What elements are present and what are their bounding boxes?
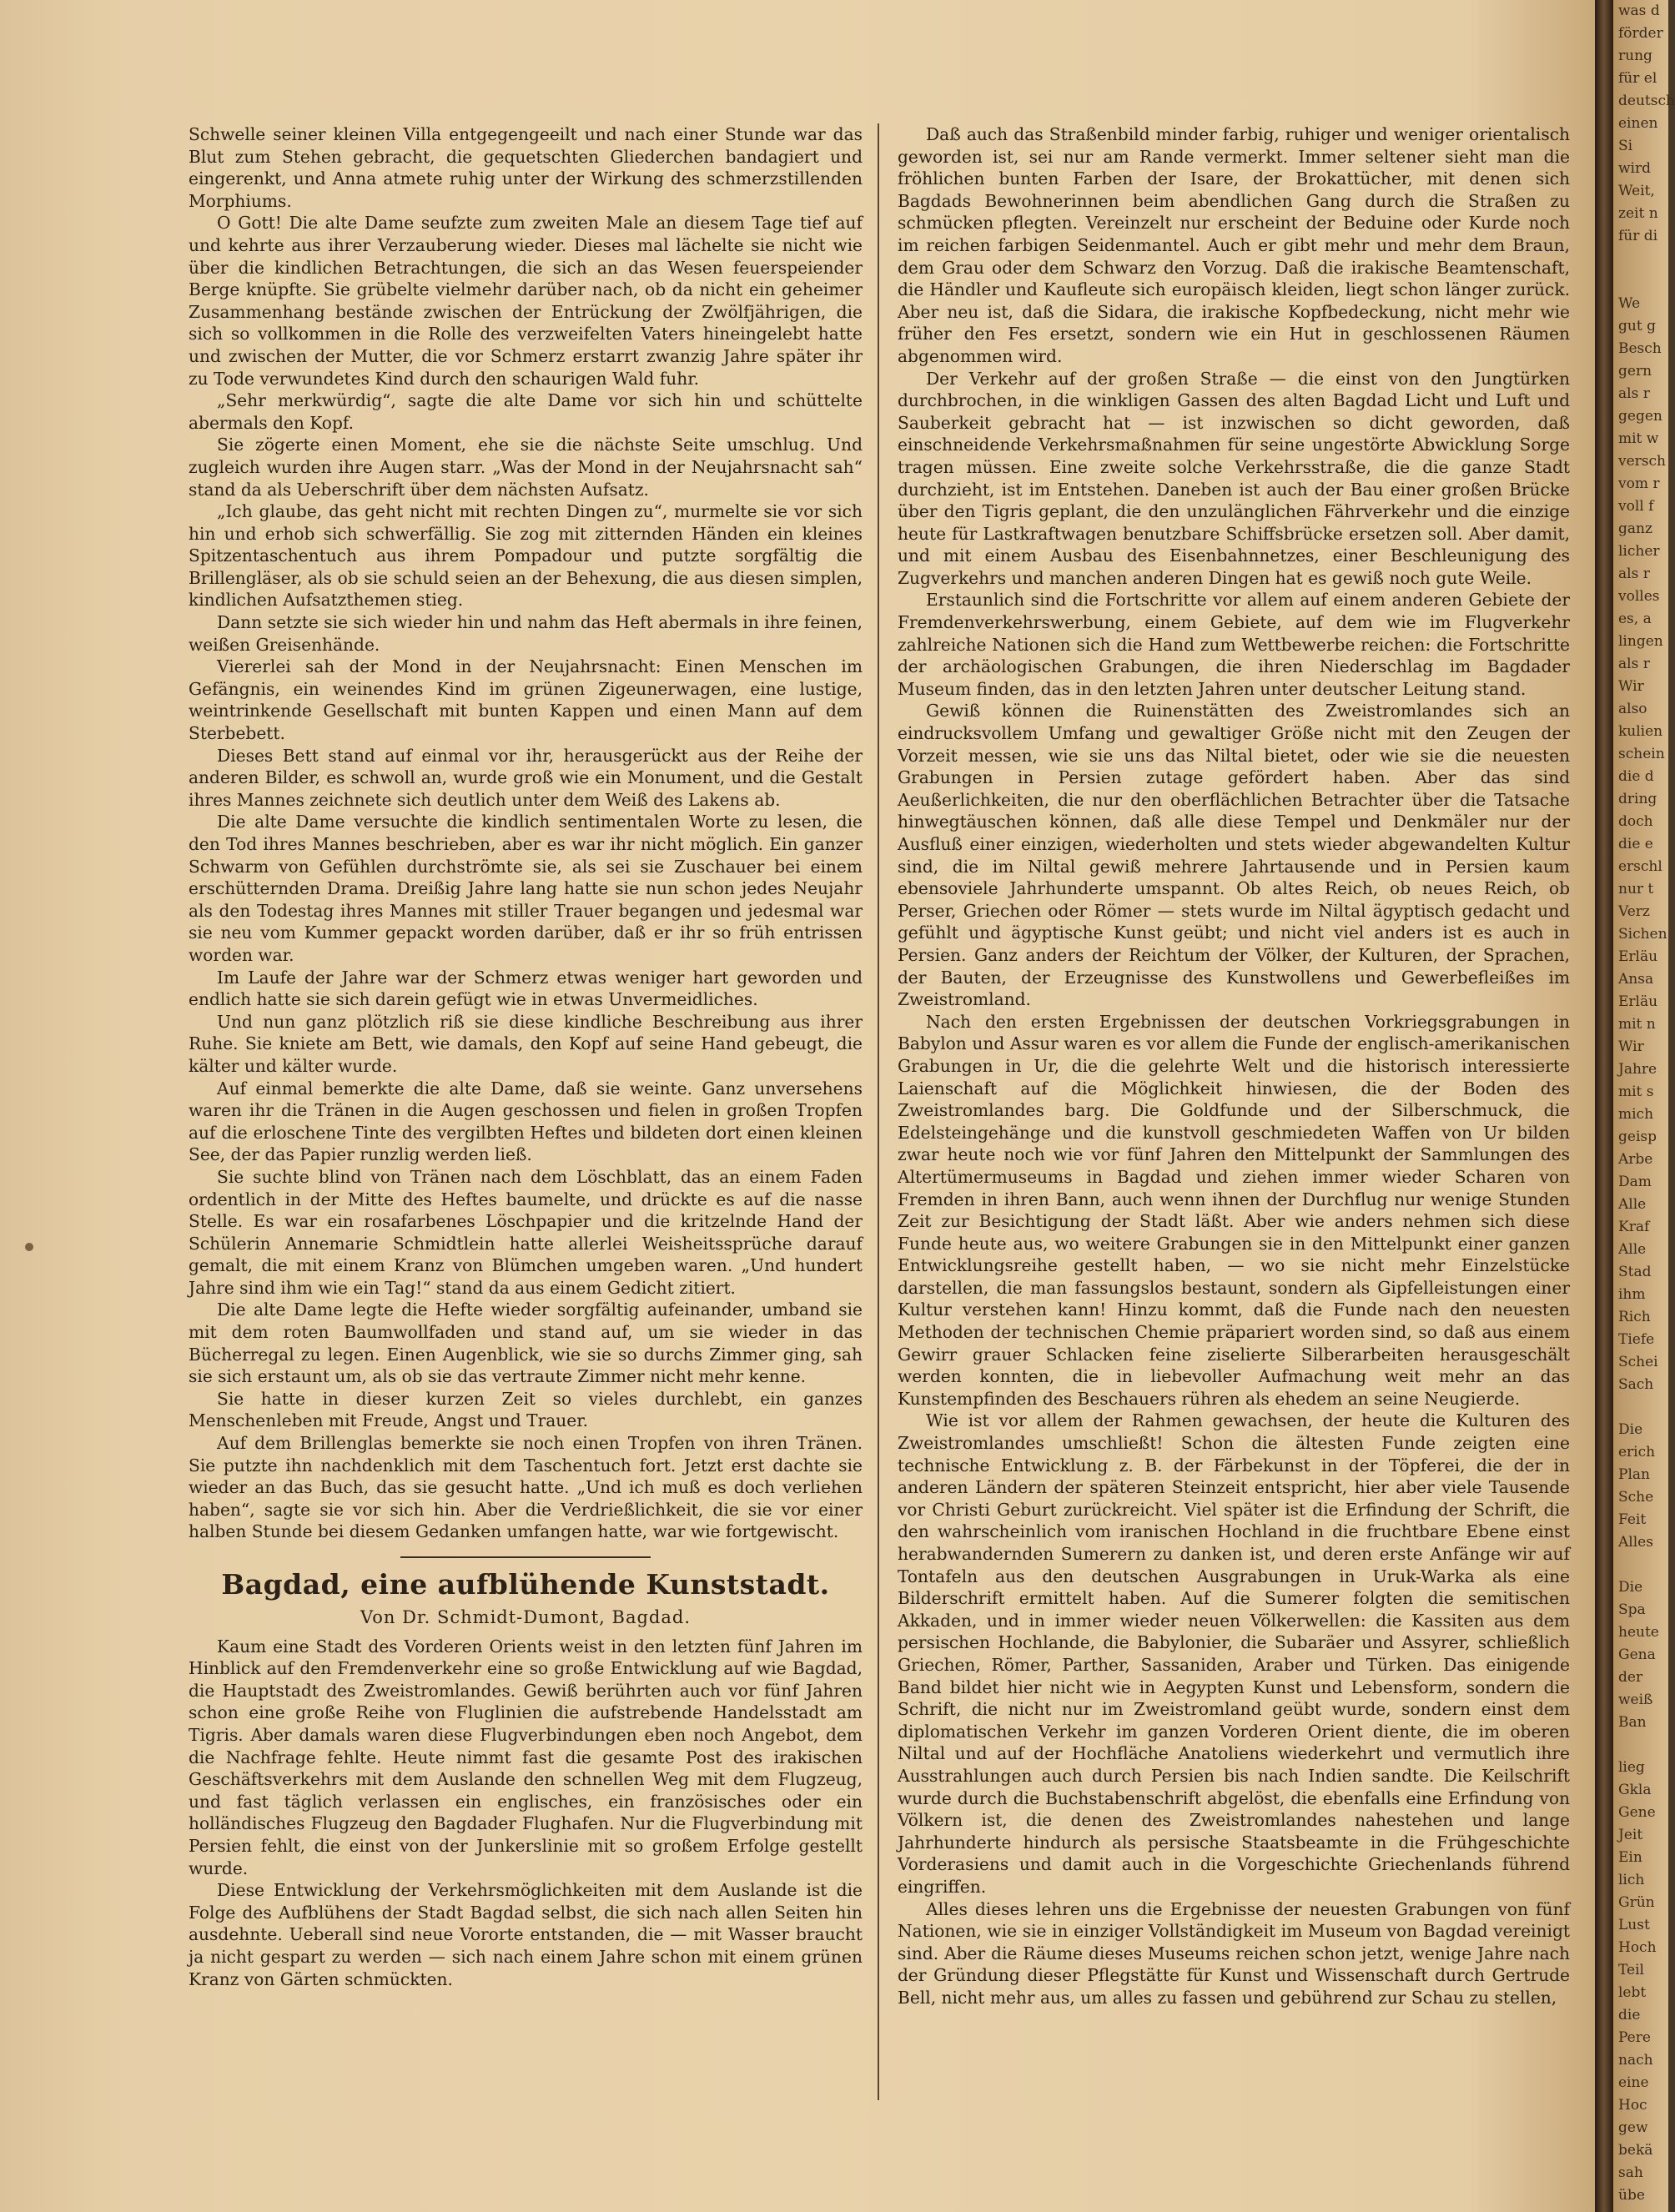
paragraph: Schwelle seiner kleinen Villa entgegengeeilt und nach einer Stunde war das Blut zum Stehen gebracht, die gequetschten Gliederchen bandagiert und eingerenkt, und Anna atmete ruhig unter der Wirkung des schmerzstillenden Morphiums. (189, 124, 863, 211)
edge-fragment: förder (1618, 25, 1663, 42)
paragraph: Die alte Dame legte die Hefte wieder sorgfältig aufeinander, umband sie mit dem roten Baumwollfaden und stand auf, um sie wieder in das Bücherregal zu legen. Einen Augenblick, wie sie so durchs Zimmer ging, sah sie sich erstaunt um, als ob sie das vertraute Zimmer nicht mehr kenne. (189, 1300, 863, 1387)
edge-fragment: zeit n (1618, 205, 1658, 222)
edge-fragment: Weit, (1618, 183, 1655, 199)
edge-fragment: Tiefe (1618, 1331, 1655, 1348)
edge-fragment (1613, 270, 1668, 293)
article-body-start (189, 1636, 863, 1991)
edge-fragment: Schei (1618, 1354, 1658, 1370)
edge-fragment: Wir (1618, 678, 1644, 695)
edge-fragment: volles (1618, 588, 1660, 605)
edge-fragment: Stad (1618, 1264, 1652, 1280)
paragraph: Die alte Dame versuchte die kindlich sentimentalen Worte zu lesen, die den Tod ihres Mannes beschrieben, aber es war ihr nicht möglich. Ein ganzer Schwarm von Gefühlen durchströmte sie, als sei sie Zuschauer bei einem erschütternden Drama. Dreißig Jahre lang hatte sie nun schon jedes Neujahr als den Todestag ihres Mannes mit stiller Trauer begangen und jedesmal war sie neu vom Kummer gepackt worden darüber, daß er ihr so früh entrissen worden war. (189, 812, 863, 965)
edge-fragment: mich (1618, 1106, 1654, 1123)
edge-fragment: Erläu (1618, 948, 1658, 965)
edge-fragment: Gkla (1618, 1782, 1652, 1798)
edge-fragment: Ban (1618, 1714, 1647, 1731)
edge-fragment: deutsch (1618, 93, 1675, 109)
paragraph: Sie suchte blind von Tränen nach dem Löschblatt, das an einem Faden ordentlich in der Mitte des Heftes baumelte, und drückte es auf die nasse Stelle. Es war ein rosafarbenes Löschpapier und die kritzelnde Hand der Schülerin Annemarie Schmidtlein hatte allerlei Weisheitssprüche darauf gemalt, die mit einem Kranz von Blümchen umgeben waren. „Und hundert Jahre sind ihm wie ein Tag!“ stand da aus einem Gedicht zitiert. (189, 1166, 863, 1298)
paragraph: Im Laufe der Jahre war der Schmerz etwas weniger hart geworden und endlich hatte sie sich darein gefügt wie in etwas Unvermeidliches. (189, 967, 863, 1010)
edge-fragment: kulien (1618, 723, 1663, 740)
edge-fragment: als r (1618, 566, 1650, 582)
edge-fragment: Feit (1618, 1511, 1647, 1528)
paragraph: Wie ist vor allem der Rahmen gewachsen, der heute die Kulturen des Zweistromlandes umschließt! Schon die ältesten Funde zeigten eine technische Entwicklung z. B. der Färbekunst in der Töpferei, die der in anderen Ländern der späteren Steinzeit entspricht, hier aber viele Tausende vor Christi Geburt zurückreicht. Viel später ist die Erfindung der Schrift, die den wahrscheinlich vom iranischen Hochland in die fruchtbare Ebene einst herabwandernden Sumerern zu danken ist, und deren erste Anfänge wir auf Tontafeln aus den deutschen Ausgrabungen in Uruk-Warka als eine Bilderschrift ermittelt haben. Auf die Sumerer folgten die semitischen Akkaden, und in immer wieder neuen Völkerwellen: die Kassiten aus dem persischen Hochlande, die Babylonier, die Subaräer und Assyrer, schließlich Griechen, Römer, Parther, Sassaniden, Araber und Türken. Das einigende Band bildet hier nicht wie in Aegypten Kunst und Lebensform, sondern die Schrift, die nicht nur im Zweistromland geübt wurde, sondern einst dem diplomatischen Verkehr im ganzen Vorderen Orient diente, die im oberen Niltal und auf der Hochfläche Anatoliens wiederkehrt und vermutlich ihre Ausstrahlungen auch durch Persien bis nach Indien sandte. Die Keilschrift wurde durch die Buchstabenschrift abgelöst, die ebenfalls eine Erfindung von Völkern ist, die denen des Zweistromlandes nahestehen und lange Jahrhunderte hindurch als persische Staatsbeamte in die Frühgeschichte Vorderasiens und damit auch in die Vorgeschichte Griechenlands führend eingriffen. (898, 1410, 1570, 1897)
edge-fragment: Die (1618, 1421, 1643, 1438)
edge-fragment: wird (1618, 160, 1651, 177)
edge-fragment: Ein (1618, 1849, 1642, 1866)
edge-fragment: mit w (1618, 430, 1659, 447)
edge-fragment: als r (1618, 656, 1650, 672)
left-column (189, 123, 863, 1990)
edge-fragment: gern (1618, 363, 1652, 380)
edge-fragment: Spa (1618, 1601, 1646, 1618)
edge-fragment: Sichen (1618, 926, 1667, 943)
edge-fragment: einen (1618, 115, 1658, 132)
paragraph: Nach den ersten Ergebnissen der deutschen Vorkriegsgrabungen in Babylon und Assur waren es vor allem die Funde der englisch-amerikanischen Grabungen in Ur, die die gelehrte Welt und die historisch interessierte Laienschaft auf die Möglichkeit hinwiesen, die der Boden des Zweistromlandes barg. Die Goldfunde und der Silberschmuck, die Edelsteingehänge und die kunstvoll geschmiedeten Waffen von Ur bilden zwar heute noch wie vor fünf Jahren den Mittelpunkt der Sammlungen des Altertümermuseums in Bagdad und ziehen immer wieder Scharen von Fremden in ihren Bann, auch wenn ihnen der Durchflug nur wenige Stunden Zeit zur Besichtigung der Stadt läßt. Aber wie anders nehmen sich diese Funde heute aus, wo weitere Grabungen sie in den Mittelpunkt einer ganzen Entwicklungsreihe gestellt haben, — wo sie nicht mehr Einzelstücke darstellen, die man fassungslos bestaunt, sondern als Gipfelleistungen einer Kultur verstehen kann! Hinzu kommt, daß die Funde nach den neuesten Methoden der technischen Chemie präpariert worden sind, so daß aus einem Gewirr grauer Schlacken feine ziselierte Silberarbeiten herausgeschält werden konnten, die in liebevoller Aufmachung weit mehr an das Kunstempfinden des Beschauers rühren als ehedem an seine Neugierde. (898, 1011, 1570, 1409)
edge-fragment: was d (1618, 3, 1660, 19)
paragraph: Und nun ganz plötzlich riß sie diese kindliche Beschreibung aus ihrer Ruhe. Sie kniete am Bett, wie damals, den Kopf auf seine Hand gebeugt, die kälter und kälter wurde. (189, 1011, 863, 1076)
edge-fragment (1613, 1554, 1668, 1576)
edge-fragment: bekä (1618, 2142, 1653, 2159)
paragraph: „Ich glaube, das geht nicht mit rechten Dingen zu“, murmelte sie vor sich hin und erhob sich schwerfällig. Sie zog mit zitternden Händen ein kleines Spitzentaschentuch aus ihrem Pompadour und putzte sorgfältig die Brillengläser, als ob sie schuld seien an der Behexung, die aus diesen simplen, kindlichen Aufsatzthemen stieg. (189, 501, 863, 611)
edge-fragment: schein (1618, 746, 1665, 762)
edge-fragment: lebt (1618, 1984, 1647, 2001)
edge-fragment: eine (1618, 2074, 1649, 2091)
edge-fragment: Si (1618, 138, 1633, 154)
edge-fragment: es, a (1618, 611, 1652, 627)
edge-fragment: versch (1618, 453, 1666, 470)
edge-fragment: Jahre (1618, 1061, 1657, 1078)
edge-fragment: Dam (1618, 1174, 1652, 1190)
edge-fragment: die e (1618, 836, 1653, 852)
paragraph: Sie zögerte einen Moment, ehe sie die nächste Seite umschlug. Und zugleich wurden ihre Augen starr. „Was der Mond in der Neujahrsnacht sah“ stand da als Ueberschrift über dem nächsten Aufsatz. (189, 435, 863, 500)
edge-fragment: Sach (1618, 1376, 1654, 1393)
edge-fragment: Hoc (1618, 2097, 1647, 2114)
paragraph: Viererlei sah der Mond in der Neujahrsnacht: Einen Menschen im Gefängnis, ein weinendes Kind im grünen Zigeunerwagen, eine lustige, weintrinkende Gesellschaft mit bunten Kappen und einen Mann auf dem Sterbebett. (189, 656, 863, 744)
edge-fragment: Alles (1618, 1534, 1653, 1551)
edge-fragment: vom r (1618, 475, 1660, 492)
edge-fragment: lingen (1618, 633, 1663, 650)
edge-fragment: nach (1618, 2052, 1653, 2069)
edge-fragment: ihm (1618, 1286, 1646, 1303)
paragraph: Der Verkehr auf der großen Straße — die einst von den Jungtürken durchbrochen, in die winkligen Gassen des alten Bagdad Licht und Luft und Sauberkeit gebracht hat — ist inzwischen so dicht geworden, daß einschneidende Verkehrsmaßnahmen für seine ungestörte Abwicklung Sorge tragen müssen. Eine zweite solche Verkehrsstraße, die die ganze Stadt durchzieht, ist im Entstehen. Daneben ist auch der Bau einer großen Brücke über den Tigris geplant, die den unzulänglichen Fährverkehr und die einzige heute für Lastkraftwagen benutzbare Schiffsbrücke ersetzen soll. Aber damit, und mit einem Ausbau des Eisenbahnnetzes, einer Beschleunigung des Zugverkehrs und manchen anderen Dingen hat es gewiß noch gute Weile. (898, 368, 1570, 588)
edge-fragment: Sche (1618, 1489, 1654, 1506)
edge-fragment: für di (1618, 228, 1658, 244)
edge-fragment: lieg (1618, 1759, 1645, 1776)
edge-fragment: doch (1618, 813, 1653, 830)
article-byline: Von Dr. Schmidt-Dumont, Bagdad. (360, 1607, 691, 1627)
edge-fragment: Rich (1618, 1309, 1651, 1325)
paragraph: Sie hatte in dieser kurzen Zeit so vieles durchlebt, ein ganzes Menschenleben mit Freude, Angst und Trauer. (189, 1388, 863, 1431)
edge-fragment: erschl (1618, 858, 1662, 875)
right-column (898, 123, 1570, 2008)
edge-fragment: Alle (1618, 1241, 1647, 1258)
edge-fragment: Arbe (1618, 1151, 1653, 1168)
edge-fragment: erich (1618, 1444, 1656, 1460)
edge-fragment: gegen (1618, 408, 1662, 425)
edge-fragment: die (1618, 2007, 1641, 2023)
edge-fragment: für el (1618, 70, 1657, 87)
edge-fragment: Grün (1618, 1894, 1655, 1911)
book-binding (1595, 0, 1613, 2212)
edge-fragment: dring (1618, 791, 1657, 807)
edge-fragment: lich (1618, 1872, 1645, 1888)
edge-fragment: Alle (1618, 1196, 1647, 1213)
paragraph: Kaum eine Stadt des Vorderen Orients weist in den letzten fünf Jahren im Hinblick auf den Fremdenverkehr eine so große Entwicklung auf wie Bagdad, die Hauptstadt des Zweistromlandes. Gewiß berührten auch vor fünf Jahren schon eine große Reihe von Fluglinien die aufstrebende Handelsstadt am Tigris. Aber damals waren diese Flugverbindungen eben noch Angebot, dem die Nachfrage fehlte. Heute nimmt fast die gesamte Post des irakischen Geschäftsverkehrs mit dem Auslande den schnellen Weg mit dem Flugzeug, und fast täglich verlassen ein englisches, ein französisches oder ein holländisches Flugzeug den Bagdader Flughafen. Nur die Flugverbindung mit Persien fehlt, die einst von der Junkerslinie mit so großem Erfolge gestellt wurde. (189, 1636, 863, 1878)
edge-fragment: Plan (1618, 1466, 1650, 1483)
story-continuation (189, 123, 863, 1543)
headline-divider (400, 1556, 651, 1558)
paragraph: Auf einmal bemerkte die alte Dame, daß sie weinte. Ganz unversehens waren ihr die Tränen in die Augen geschossen und fielen in großen Tropfen auf die erloschene Tinte des vergilbten Heftes und bildeten dort einen kleinen See, der das Papier runzlig werden ließ. (189, 1078, 863, 1165)
edge-fragment: Kraf (1618, 1219, 1650, 1235)
edge-fragment: Die (1618, 1579, 1643, 1596)
edge-fragment (1613, 1396, 1668, 1419)
edge-fragment: Gena (1618, 1646, 1656, 1663)
edge-fragment (1613, 248, 1668, 270)
edge-fragment: Wir (1618, 1038, 1644, 1055)
edge-fragment: gut g (1618, 318, 1656, 334)
article-title: Bagdad, eine aufblühende Kunststadt. (221, 1568, 830, 1601)
edge-fragment: Lust (1618, 1917, 1650, 1933)
edge-fragment: Ansa (1618, 971, 1654, 988)
paragraph: „Sehr merkwürdig“, sagte die alte Dame vor sich hin und schüttelte abermals den Kopf. (189, 390, 863, 433)
edge-fragment: Gene (1618, 1804, 1656, 1821)
paragraph: Gewiß können die Ruinenstätten des Zweistromlandes sich an eindrucksvollem Umfang und gewaltiger Größe nicht mit den Zeugen der Vorzeit messen, wie sie uns das Niltal bietet, oder wie sie die neuesten Grabungen in Persien zutage gefördert haben. Aber das sind Aeußerlichkeiten, die nur den oberflächlichen Betrachter über die Tatsache hinwegtäuschen können, daß alle diese Tempel und Denkmäler nur der Ausfluß einer einzigen, wiederholten und stets wieder abgewandelten Kultur sind, die im Niltal gewiß mehrere Jahrtausende und in Persien kaum ebensoviele Jahrhunderte umspannt. Ob altes Reich, ob neues Reich, ob Perser, Griechen oder Römer — stets wurde im Niltal ägyptisch gedacht und gefühlt und ägyptische Kunst geübt; und nicht viel anders ist es auch in Persien. Ganz anders der Reichtum der Völker, der Kulturen, der Sprachen, der Bauten, der Erzeugnisse des Kunstwollens und Gewerbefleißes im Zweistromland. (898, 701, 1570, 1010)
edge-fragment: licher (1618, 543, 1660, 560)
edge-fragment: geisp (1618, 1129, 1657, 1145)
paragraph: Dann setzte sie sich wieder hin und nahm das Heft abermals in ihre feinen, weißen Greisenhände. (189, 612, 863, 655)
paragraph: O Gott! Die alte Dame seufzte zum zweiten Male an diesem Tage tief auf und kehrte aus ihrer Verzauberung wieder. Dieses mal lächelte sie nicht wie über die kindlichen Betrachtungen, die sich an das Wesen feuerspeiender Berge knüpfte. Sie grübelte vielmehr darüber nach, ob da nicht ein geheimer Zusammenhang bestände zwischen der Entrückung der Zwölfjährigen, die sich so vollkommen in die Rolle des verzweifelten Vaters hineingelebt hatte und zwischen der Mutter, die vor Schmerz erstarrt zwanzig Jahre später ihr zu Tode verwundetes Kind durch den schaurigen Wald fuhr. (189, 213, 863, 389)
edge-fragment: voll f (1618, 498, 1654, 515)
paragraph: Diese Entwicklung der Verkehrsmöglichkeiten mit dem Auslande ist die Folge des Aufblühens der Stadt Bagdad selbst, die sich nach allen Seiten hin ausdehnte. Ueberall sind neue Vororte entstanden, die — mit Wasser braucht ja nicht gespart zu werden — sich nach einem Jahre schon mit einem grünen Kranz von Gärten schmückten. (189, 1880, 863, 1989)
edge-fragment: mit s (1618, 1083, 1654, 1100)
edge-fragment: Hoch (1618, 1939, 1657, 1956)
edge-fragment: Besch (1618, 340, 1662, 357)
paragraph: Dieses Bett stand auf einmal vor ihr, herausgerückt aus der Reihe der anderen Bilder, es schwoll an, wurde groß wie ein Monument, und die Gestalt ihres Mannes zeichnete sich deutlich unter dem Weiß des Lakens ab. (189, 745, 863, 810)
edge-fragment: weiß (1618, 1692, 1653, 1708)
edge-fragment: mit n (1618, 1016, 1656, 1033)
edge-fragment: Pere (1618, 2029, 1651, 2046)
edge-fragment: Verz (1618, 903, 1650, 920)
edge-fragment: sah (1618, 2164, 1643, 2181)
edge-fragment (1613, 1734, 1668, 1757)
paragraph: Erstaunlich sind die Fortschritte vor allem auf einem anderen Gebiete der Fremdenverkehrswerbung, einem Gebiete, auf dem wie im Flugverkehr zahlreiche Nationen sich die Hand zum Wettbewerbe reichen: die Fortschritte der archäologischen Grabungen, die ihren Niederschlag im Bagdader Museum finden, das in den letzten Jahren unter deutscher Leitung stand. (898, 590, 1570, 699)
edge-fragment: als r (1618, 385, 1650, 402)
edge-fragment: die d (1618, 768, 1654, 785)
edge-fragment: Teil (1618, 1962, 1644, 1978)
next-page-edge (1613, 0, 1675, 2212)
edge-fragment: Jeit (1618, 1827, 1643, 1843)
edge-fragment: heute (1618, 1624, 1659, 1641)
edge-fragment: also (1618, 701, 1647, 717)
edge-fragment: übe (1618, 2187, 1645, 2204)
edge-fragment: rung (1618, 48, 1652, 64)
column-rule (878, 123, 879, 2100)
paragraph: Auf dem Brillenglas bemerkte sie noch einen Tropfen von ihren Tränen. Sie putzte ihn nachdenklich mit dem Taschentuch fort. Jetzt erst dachte sie wieder an das Buch, das sie gesucht hatte. „Und ich muß es doch verliehen haben“, sagte sie vor sich hin. Aber die Verdrießlichkeit, die sie vor einer halben Stunde bei diesem Gedanken umfangen hatte, war wie fortgewischt. (189, 1433, 863, 1542)
edge-fragment: Erläu (1618, 993, 1658, 1010)
binding-dot (25, 1243, 33, 1251)
edge-fragment: der (1618, 1669, 1643, 1686)
paragraph: Daß auch das Straßenbild minder farbig, ruhiger und weniger orientalisch geworden ist, sei nur am Rande vermerkt. Immer seltener sieht man die fröhlichen bunten Farben der Isare, der Brokattücher, mit denen sich Bagdads Bewohnerinnen beim abendlichen Gang durch die Straßen zu schmücken pflegten. Vereinzelt nur erscheint der Beduine oder Kurde noch im reichen farbigen Seidenmantel. Auch er gibt mehr und mehr dem Braun, dem Grau oder dem Schwarz den Vorzug. Daß die irakische Beamtenschaft, die Händler und Kaufleute sich europäisch kleiden, liegt schon länger zurück. Aber neu ist, daß die Sidara, die irakische Kopfbedeckung, nicht mehr wie früher den Fes ersetzt, sondern wie ein Hut in geschlossenen Räumen abgenommen wird. (898, 124, 1570, 366)
edge-fragment: ganz (1618, 520, 1652, 537)
edge-fragment: nur t (1618, 881, 1654, 897)
article-body-continuation (898, 123, 1570, 2008)
edge-fragment: gew (1618, 2119, 1648, 2136)
paragraph: Alles dieses lehren uns die Ergebnisse der neuesten Grabungen von fünf Nationen, wie sie in einziger Vollständigkeit im Museum von Bagdad vereinigt sind. Aber die Räume dieses Museums reichen schon jetzt, wenige Jahre nach der Gründung dieser Pflegstätte für Kunst und Wissenschaft durch Gertrude Bell, nicht mehr aus, um alles zu fassen und gebührend zur Schau zu stellen, (898, 1898, 1570, 2008)
edge-fragment: We (1618, 295, 1641, 312)
